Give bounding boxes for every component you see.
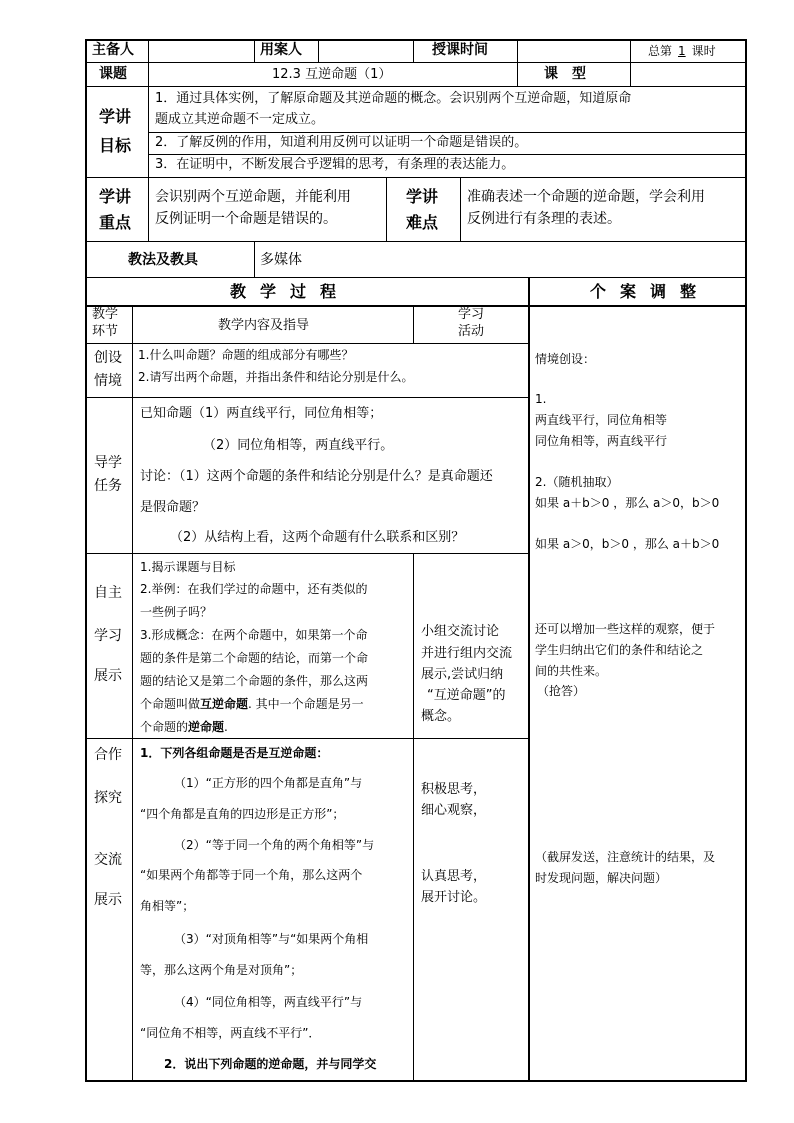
adjust-line-8: 还可以增加一些这样的观察，便于 (535, 622, 716, 636)
goals-label-1: 学讲 (99, 107, 132, 126)
col-content: 教学内容及指导 (218, 318, 310, 333)
rule-v (413, 553, 414, 1081)
guide-line-1: 已知命题（1）两直线平行，同位角相等； (140, 406, 383, 421)
adjust-line-2: 1. (535, 392, 547, 406)
coop-line-9: （4）“同位角相等，两直线平行”与 (174, 995, 363, 1009)
adjust-line-1: 情境创设： (535, 352, 596, 366)
self-line-4: 3.形成概念：在两个命题中，如果第一个命 (140, 628, 368, 642)
topic-value: 12.3 互逆命题（1） (272, 67, 392, 82)
goals-label-2: 目标 (99, 136, 132, 155)
self-line-5: 题的条件是第二个命题的结论，而第一个命 (140, 651, 369, 665)
class-time-label: 授课时间 (432, 42, 488, 58)
col-activity-2: 活动 (458, 324, 485, 339)
guide-line-5: （2）从结构上看，这两个命题有什么联系和区别？ (170, 530, 465, 545)
adjust-line-11: （抢答） (537, 684, 586, 698)
period-count (648, 42, 716, 61)
rule-v (254, 241, 255, 277)
create-stage-2: 情境 (94, 373, 122, 389)
border-left (85, 39, 87, 1082)
coop-line-5: “如果两个角都等于同一个角，那么这两个 (140, 868, 363, 882)
guide-stage-2: 任务 (94, 478, 122, 494)
self-text-b: . 其中一个命题是另一 (248, 697, 364, 711)
rule-v (148, 86, 149, 241)
col-stage-1: 教学 (92, 307, 119, 322)
guide-line-2: （2）同位角相等，两直线平行。 (203, 438, 394, 453)
rule-v (386, 177, 387, 241)
lesson-type-label: 课 型 (544, 66, 586, 82)
coop-line-2: （1）“正方形的四个角都是直角”与 (174, 776, 363, 790)
border-top (85, 39, 747, 41)
self-text-c: 个命题的 (140, 720, 189, 734)
rule-v (413, 40, 414, 63)
rule-v (148, 40, 149, 86)
goal-item-3: 3．在证明中，不断发展合乎逻辑的思考，有条理的表达能力。 (155, 157, 515, 172)
rule (86, 343, 528, 344)
self-stage-1: 自主 (94, 585, 122, 601)
self-line-7 (140, 695, 364, 714)
difficulty-text-2: 反例进行有条理的表述。 (467, 211, 621, 227)
adjust-heading: 个案调整 (590, 282, 711, 301)
coop-activity-2: 细心观察， (421, 803, 487, 818)
guide-line-4: 是假命题？ (140, 500, 206, 515)
adjust-line-6: 如果 a＋b＞0 ，那么 a＞0，b＞0 (535, 496, 720, 510)
self-line-6: 题的结论又是第二个命题的条件，那么这两 (140, 674, 369, 688)
goal-item-2: 2．了解反例的作用，知道利用反例可以证明一个命题是错误的。 (155, 135, 528, 150)
coop-stage-1: 合作 (94, 747, 122, 763)
coop-line-7: （3）“对顶角相等”与“如果两个角相 (174, 932, 369, 946)
self-line-1: 1.揭示课题与目标 (140, 560, 236, 574)
rule-v (413, 305, 414, 343)
difficulty-label-1: 学讲 (406, 187, 439, 206)
term-reciprocal-propositions: 互逆命题 (200, 697, 249, 711)
adjust-line-5: 2.（随机抽取） (535, 475, 619, 489)
period-number: 1 (678, 44, 686, 58)
focus-label-1: 学讲 (99, 187, 132, 206)
rule-v (528, 277, 530, 1081)
self-activity-5: 概念。 (421, 709, 461, 724)
rule-v (132, 305, 133, 1081)
focus-text-2: 反例证明一个命题是错误的。 (155, 211, 337, 227)
adjust-line-13: 时发现问题，解决问题） (535, 871, 668, 885)
rule (86, 397, 528, 398)
create-stage-1: 创设 (94, 350, 122, 366)
adjust-line-7: 如果 a＞0，b＞0 ，那么 a＋b＞0 (535, 537, 720, 551)
coop-activity-1: 积极思考， (421, 782, 487, 797)
difficulty-label-2: 难点 (406, 213, 439, 232)
coop-line-10: “同位角不相等，两直线不平行”． (140, 1026, 321, 1040)
rule (86, 62, 746, 63)
coop-line-4: （2）“等于同一个角的两个角相等”与 (174, 838, 375, 852)
self-line-8 (140, 718, 228, 737)
period-suffix: 课时 (691, 44, 716, 58)
self-activity-1: 小组交流讨论 (421, 624, 500, 639)
rule-v (517, 40, 518, 86)
period-prefix: 总第 (648, 44, 673, 58)
self-activity-3: 展示,尝试归纳 (421, 667, 504, 682)
adjust-line-4: 同位角相等，两直线平行 (535, 434, 668, 448)
self-activity-2: 并进行组内交流 (421, 646, 513, 661)
topic-label: 课题 (99, 66, 127, 82)
rule-v (460, 177, 461, 241)
border-bottom (85, 1080, 747, 1082)
coop-line-6: 角相等”； (140, 899, 195, 913)
goal-item-1a: 1．通过具体实例，了解原命题及其逆命题的概念。会识别两个互逆命题，知道原命 (155, 91, 632, 106)
rule (86, 86, 746, 87)
rule (86, 553, 528, 554)
rule-v (254, 40, 255, 63)
goal-item-1b: 题成立其逆命题不一定成立。 (155, 112, 325, 127)
user-label: 用案人 (260, 42, 302, 58)
coop-activity-4: 展开讨论。 (421, 890, 487, 905)
focus-text-1: 会识别两个互逆命题，并能利用 (155, 189, 351, 205)
preparer-label: 主备人 (92, 42, 134, 58)
adjust-line-9: 学生归纳出它们的条件和结论之 (535, 643, 704, 657)
col-activity-1: 学习 (458, 307, 485, 322)
create-line-2: 2.请写出两个命题，并指出条件和结论分别是什么。 (138, 370, 414, 384)
coop-line-11: 2．说出下列命题的逆命题，并与同学交 (164, 1057, 377, 1071)
self-activity-4: “互逆命题”的 (427, 688, 506, 703)
self-text-a: 个命题叫做 (140, 697, 201, 711)
rule-v (630, 40, 631, 86)
rule (86, 738, 528, 739)
coop-stage-2: 探究 (94, 790, 122, 806)
method-label: 教法及教具 (128, 252, 198, 268)
rule-v (318, 40, 319, 63)
rule (86, 177, 746, 178)
col-stage-2: 环节 (92, 324, 119, 339)
process-heading: 教学过程 (230, 282, 351, 301)
difficulty-text-1: 准确表述一个命题的逆命题，学会利用 (467, 189, 705, 205)
coop-line-8: 等，那么这两个角是对顶角”； (140, 963, 303, 977)
coop-stage-4: 展示 (94, 892, 122, 908)
coop-activity-3: 认真思考， (421, 869, 487, 884)
self-text-d: . (224, 720, 228, 734)
rule (86, 305, 746, 307)
term-converse: 逆命题 (188, 720, 225, 734)
guide-line-3: 讨论：（1）这两个命题的条件和结论分别是什么？是真命题还 (140, 469, 493, 484)
rule (86, 277, 746, 278)
adjust-line-12: （截屏发送，注意统计的结果，及 (535, 850, 716, 864)
self-line-2: 2.举例：在我们学过的命题中，还有类似的 (140, 582, 368, 596)
adjust-line-10: 间的共性来。 (535, 664, 608, 678)
method-value: 多媒体 (260, 252, 302, 268)
focus-label-2: 重点 (99, 213, 132, 232)
self-line-3: 一些例子吗？ (140, 605, 213, 619)
create-line-1: 1.什么叫命题？命题的组成部分有哪些？ (138, 348, 354, 362)
border-right (745, 39, 747, 1082)
coop-line-3: “四个角都是直角的四边形是正方形”； (140, 807, 345, 821)
self-stage-2: 学习 (94, 628, 122, 644)
coop-line-1: 1．下列各组命题是否是互逆命题： (140, 746, 329, 760)
self-stage-3: 展示 (94, 668, 122, 684)
rule (86, 241, 746, 242)
guide-stage-1: 导学 (94, 455, 122, 471)
adjust-line-3: 两直线平行，同位角相等 (535, 413, 668, 427)
coop-stage-3: 交流 (94, 852, 122, 868)
